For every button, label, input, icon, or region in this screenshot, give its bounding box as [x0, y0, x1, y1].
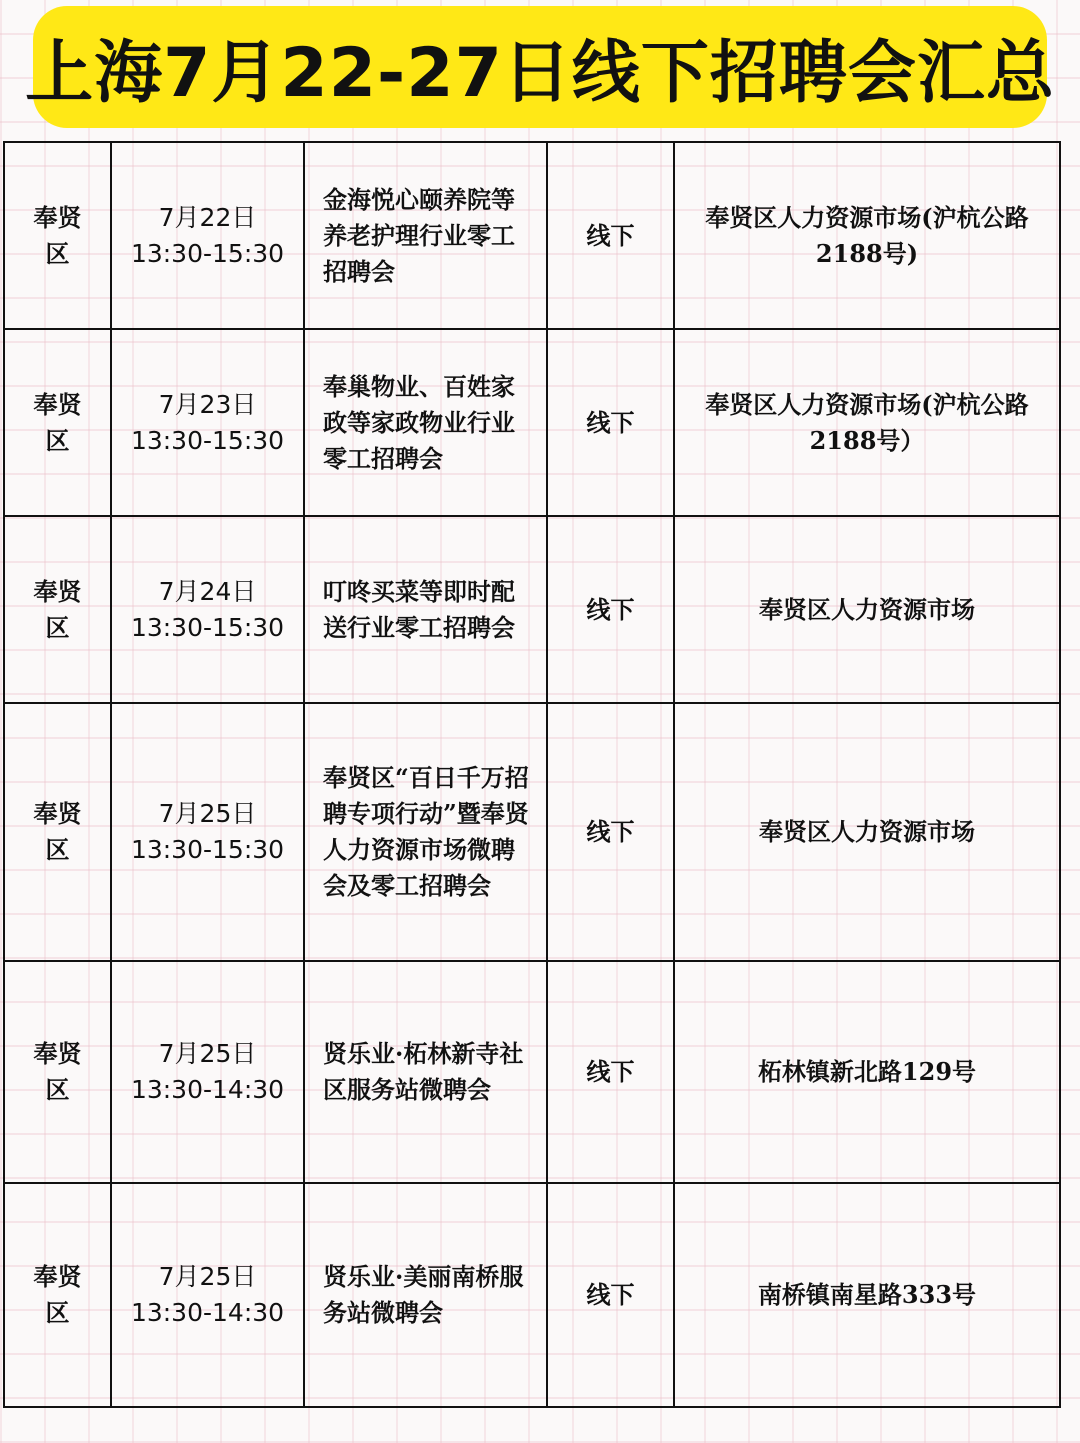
location-cell [674, 516, 1060, 703]
datetime-cell [111, 1183, 304, 1407]
datetime-cell [111, 142, 304, 329]
mode-text: 线下 [586, 1057, 635, 1086]
events-table [3, 141, 1061, 1408]
time-text: 13:30-15:30 [130, 425, 285, 455]
mode-cell [547, 1183, 674, 1407]
date-text: 7月25日 [158, 799, 257, 828]
mode-text: 线下 [586, 594, 635, 624]
mode-cell [547, 703, 674, 961]
event-name-cell [304, 142, 547, 329]
location-cell [674, 703, 1060, 961]
table-row [4, 703, 1060, 961]
event-name-text: 叮咚买菜等即时配送行业零工招聘会 [323, 576, 515, 642]
mode-text: 线下 [586, 220, 635, 250]
date-text: 7月25日 [158, 1039, 257, 1068]
location-text: 奉贤区人力资源市场(沪杭公路2188号) [705, 202, 1029, 268]
location-text: 奉贤区人力资源市场 [759, 594, 975, 624]
district-text: 奉贤区 [33, 1039, 82, 1104]
district-cell [4, 961, 111, 1183]
mode-cell [547, 516, 674, 703]
time-text: 13:30-15:30 [130, 612, 285, 642]
table-row [4, 516, 1060, 703]
table-row [4, 329, 1060, 516]
district-text: 奉贤区 [33, 202, 82, 268]
event-name-cell [304, 516, 547, 703]
mode-cell [547, 961, 674, 1183]
event-name-cell [304, 329, 547, 516]
table-row [4, 961, 1060, 1183]
event-name-text: 贤乐业·柘林新寺社区服务站微聘会 [323, 1039, 524, 1104]
district-cell [4, 516, 111, 703]
table-row [4, 1183, 1060, 1407]
district-cell [4, 329, 111, 516]
date-text: 7月24日 [158, 576, 257, 606]
mode-text: 线下 [586, 1280, 635, 1309]
table-row [4, 142, 1060, 329]
district-cell [4, 142, 111, 329]
district-cell [4, 703, 111, 961]
mode-cell [547, 142, 674, 329]
title-banner [25, 6, 1055, 128]
location-text: 奉贤区人力资源市场 [759, 817, 975, 846]
datetime-cell [111, 329, 304, 516]
location-text: 柘林镇新北路129号 [757, 1057, 977, 1086]
location-text: 奉贤区人力资源市场(沪杭公路2188号） [705, 389, 1029, 455]
mode-text: 线下 [586, 817, 635, 846]
location-cell [674, 961, 1060, 1183]
event-name-text: 贤乐业·美丽南桥服务站微聘会 [323, 1262, 524, 1327]
location-text: 南桥镇南星路333号 [757, 1280, 977, 1309]
datetime-cell [111, 703, 304, 961]
date-text: 7月23日 [158, 389, 257, 419]
time-text: 13:30-14:30 [130, 1298, 285, 1327]
time-text: 13:30-15:30 [130, 238, 285, 268]
event-name-text: 奉巢物业、百姓家政等家政物业行业零工招聘会 [323, 371, 515, 473]
event-name-cell [304, 961, 547, 1183]
district-text: 奉贤区 [33, 799, 82, 864]
district-text: 奉贤区 [33, 389, 82, 455]
location-cell [674, 329, 1060, 516]
mode-cell [547, 329, 674, 516]
district-text: 奉贤区 [33, 1262, 82, 1327]
district-cell [4, 1183, 111, 1407]
time-text: 13:30-15:30 [130, 835, 285, 864]
event-name-text: 奉贤区“百日千万招聘专项行动”暨奉贤人力资源市场微聘会及零工招聘会 [323, 763, 529, 900]
event-name-text: 金海悦心颐养院等养老护理行业零工招聘会 [323, 184, 515, 286]
mode-text: 线下 [586, 407, 635, 437]
location-cell [674, 1183, 1060, 1407]
date-text: 7月25日 [158, 1262, 257, 1291]
datetime-cell [111, 961, 304, 1183]
page-title: 上海7月22-27日线下招聘会汇总 [25, 33, 1055, 113]
time-text: 13:30-14:30 [130, 1075, 285, 1104]
datetime-cell [111, 516, 304, 703]
event-name-cell [304, 1183, 547, 1407]
date-text: 7月22日 [158, 202, 257, 232]
district-text: 奉贤区 [33, 576, 82, 642]
event-name-cell [304, 703, 547, 961]
location-cell [674, 142, 1060, 329]
